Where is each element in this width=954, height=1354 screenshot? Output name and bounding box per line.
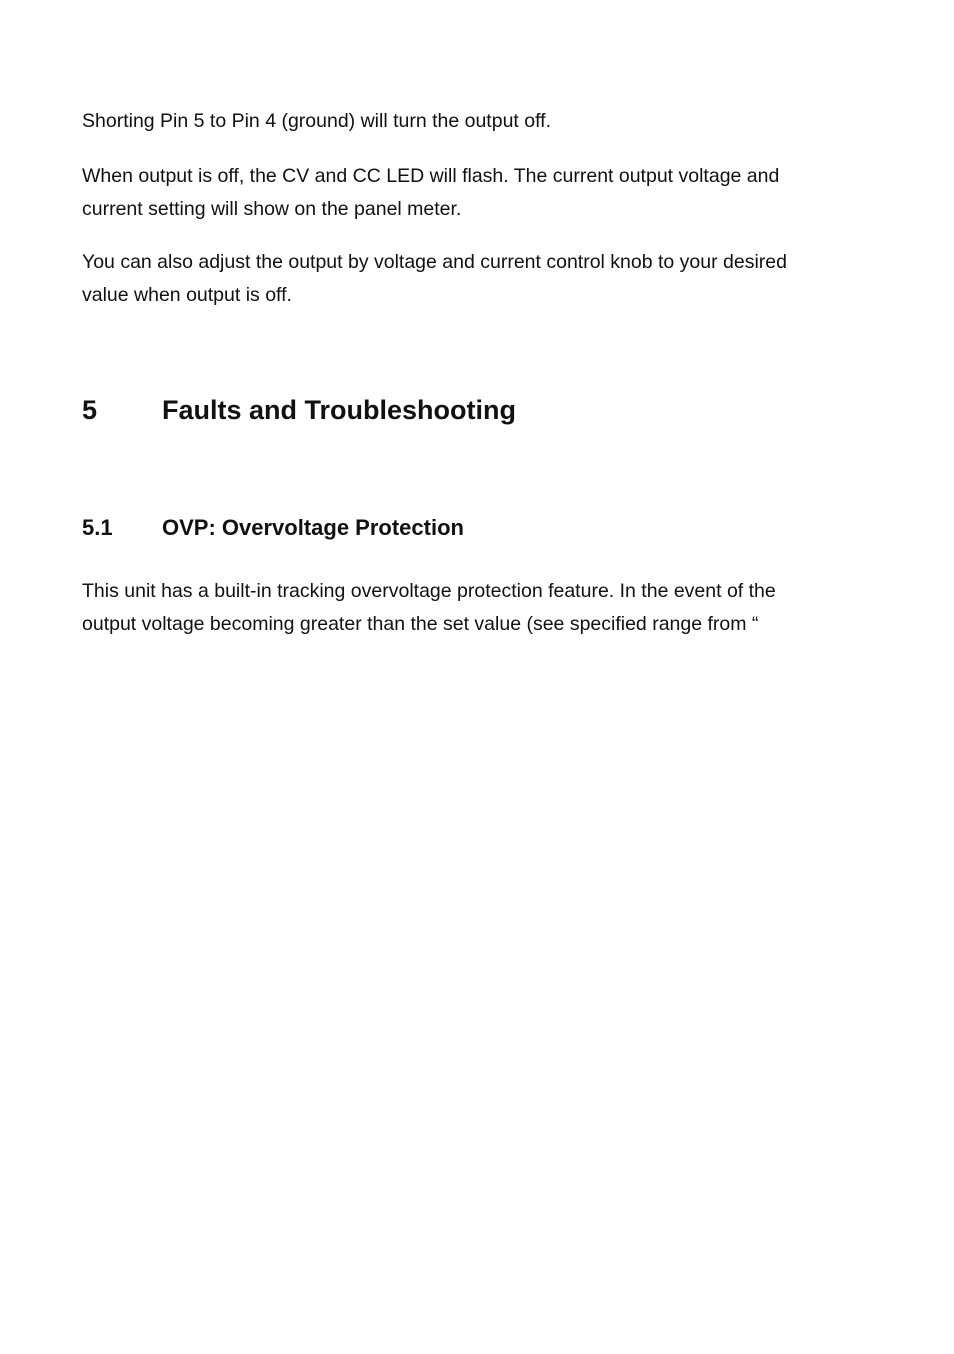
paragraph-line: output voltage becoming greater than the set value (see specified range from “ — [82, 612, 759, 635]
paragraph-line: When output is off, the CV and CC LED will flash. The current output voltage and — [82, 165, 780, 187]
paragraph-line: This unit has a built-in tracking overvoltage protection feature. In the event of the — [82, 580, 776, 602]
paragraph-line: Shorting Pin 5 to Pin 4 (ground) will turn the output off. — [82, 110, 551, 132]
subsection-title: OVP: Overvoltage Protection — [162, 515, 464, 540]
paragraph-line: current setting will show on the panel meter. — [82, 197, 462, 220]
paragraph-output-off — [82, 105, 872, 138]
section-heading — [82, 393, 516, 427]
paragraph-ovp-description — [82, 575, 872, 640]
subsection-heading — [82, 513, 464, 543]
paragraph-led-flash — [82, 160, 872, 225]
paragraph-line: You can also adjust the output by voltage and current control knob to your desired — [82, 251, 787, 273]
section-number: 5 — [82, 395, 98, 425]
paragraph-line: value when output is off. — [82, 283, 292, 306]
subsection-number: 5.1 — [82, 515, 113, 540]
paragraph-adjust-output — [82, 246, 872, 311]
section-title: Faults and Troubleshooting — [162, 395, 516, 425]
